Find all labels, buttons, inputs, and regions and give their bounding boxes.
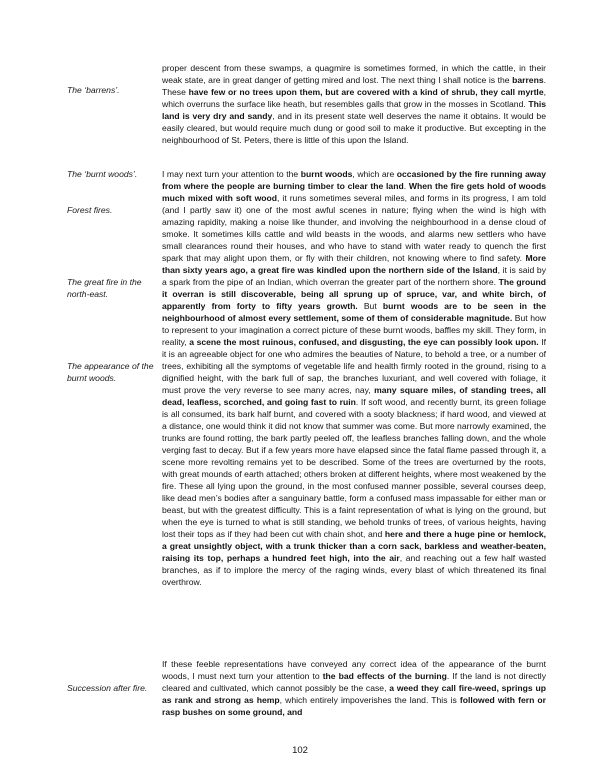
margin-note-appearance: The appearance of the burnt woods. bbox=[67, 361, 154, 383]
margin-note-succession: Succession after fire. bbox=[67, 683, 148, 693]
paragraph-burnt-woods bbox=[162, 168, 546, 588]
text-run: If these feeble representations have conveyed any correct idea of the appearance of the burnt woods, I must next turn your attention to bbox=[162, 659, 546, 681]
bold-text-run: This land is very dry and sandy bbox=[162, 99, 546, 121]
text-run: , and in its present state well deserves the name it obtains. It would be easily cleared, but would require much dung or good soil to make it productive. But excepting in the neighbourhood of St. Peters, there is little of this upon the Island. bbox=[162, 111, 546, 145]
text-run: But how to represent to your imagination a correct picture of these burnt woods, baffles my skill. They form, in reality, bbox=[162, 313, 546, 347]
text-run: , it is said by a spark from the pipe of an Indian, which overran the greater part of the northern shore. bbox=[162, 265, 546, 287]
margin-note-burnt-woods: The ‘burnt woods’. bbox=[67, 169, 138, 179]
text-run: , which entirely impoverishes the land. This is bbox=[279, 695, 460, 705]
bold-text-run: here and there a huge pine or hemlock, a great unsightly object, with a trunk thicker than a corn sack, barkless and weather-beaten, raising its top, perhaps a hundred feet high, into the air bbox=[162, 529, 546, 563]
bold-text-run: the bad effects of the burning bbox=[322, 671, 447, 681]
text-run: , and reaching out a few half wasted branches, as if to implore the mercy of the raging winds, every blast of which threatened its final overthrow. bbox=[162, 553, 546, 587]
bold-text-run: When the fire gets hold of woods much mixed with soft wood bbox=[162, 181, 547, 203]
text-run: . If the land is not directly cleared and cultivated, which cannot possibly be the case, bbox=[162, 671, 547, 693]
text-run: , which overruns the surface like heath, but resembles galls that grow in the mosses in Scotland. bbox=[162, 87, 546, 109]
bold-text-run: occasioned by the fire running away from where the people are burning timber to clear the land bbox=[162, 169, 546, 191]
text-run: . If soft wood, and recently burnt, its green foliage is all consumed, its bark half burnt, and covered with a sooty blackness; if hard wood, and viewed at a distance, one would think it did not know that summer was come. But more narrowly examined, the trunks are found rotting, the bark partly peeled off, the leafless branches falling down, and the whole verging fast to decay. But if a few years more have elapsed since the fatal flame passed through it, a scene more revolting remains yet to be described. Some of the trees are overturned by the roots, with great mounds of earth attached; others broken at different heights, where most weakened by the fire. These all lying upon the ground, in the most confused manner possible, several courses deep, like dead men’s bodies after a sanguinary battle, form a confused mass impassable for either man or beast, but with the greatest difficulty. This is a faint representation of what is lying on the ground, but when the eye is turned to what is still standing, we behold trunks of trees, of various heights, having lost their tops as if they had been cut with chain shot, and bbox=[162, 397, 546, 539]
bold-text-run: burnt woods are to be seen in the neighbourhood of almost every settlement, some of them of considerable magnitude. bbox=[162, 301, 546, 323]
text-run: proper descent from these swamps, a quagmire is sometimes formed, in which the cattle, in their weak state, are in great danger of getting mired and lost. The next thing I shall notice is the bbox=[162, 63, 546, 85]
text-run: . bbox=[403, 181, 409, 191]
text-run: If it is an agreeable object for one who admires the beauties of Nature, to behold a tree, or a number of trees, exhibiting all the symptoms of vegetable life and health firmly rooted in the ground, rising to a dignified height, with the bark full of sap, the branches luxuriant, and well covered with foliage, it must prove the very reverse to see many acres, nay, bbox=[162, 337, 547, 395]
bold-text-run: a weed they call fire-weed, springs up as rank and strong as hemp bbox=[162, 683, 546, 705]
bold-text-run: burnt woods bbox=[300, 169, 353, 179]
page-number: 102 bbox=[292, 745, 308, 756]
margin-note-forest-fires: Forest fires. bbox=[67, 205, 113, 215]
paragraph-barrens bbox=[162, 62, 546, 146]
bold-text-run: More than sixty years ago, a great fire was kindled upon the northern side of the Island bbox=[162, 253, 546, 275]
bold-text-run: barrens bbox=[512, 75, 544, 85]
bold-text-run: a scene the most ruinous, confused, and disgusting, the eye can possibly look upon. bbox=[189, 337, 539, 347]
paragraph-succession bbox=[162, 658, 546, 718]
text-run: . These bbox=[162, 75, 546, 97]
text-run: But bbox=[357, 301, 383, 311]
bold-text-run: many square miles, of standing trees, all dead, leafless, scorched, and going fast to ruin bbox=[162, 385, 546, 407]
text-run: I may next turn your attention to the bbox=[162, 169, 301, 179]
bold-text-run: have few or no trees upon them, but are covered with a kind of shrub, they call myrtle bbox=[188, 87, 544, 97]
bold-text-run: The ground it overran is still discoverable, being all sprung up of spruce, var, and white birch, of apparently from forty to fifty years growth. bbox=[162, 277, 546, 311]
text-run: , it runs sometimes several miles, and forms in its progress, I am told (and I partly saw it) one of the most awful scenes in nature; flying when the wind is high with amazing rapidity, making a noise like thunder, and involving the neighbourhood in a dense cloud of smoke. It sometimes kills cattle and wild beasts in the woods, and alarms new settlers who have small clearances round their houses, and who have to stand with water ready to quench the first spark that may alight upon them, or fly with their children, not knowing where to find safety. bbox=[162, 193, 546, 263]
bold-text-run: followed with fern or rasp bushes on some ground, and bbox=[162, 695, 547, 717]
text-run: , which are bbox=[352, 169, 397, 179]
margin-note-great-fire: The great fire in the north-east. bbox=[67, 277, 142, 299]
margin-note-barrens: The ‘barrens’. bbox=[67, 85, 120, 95]
